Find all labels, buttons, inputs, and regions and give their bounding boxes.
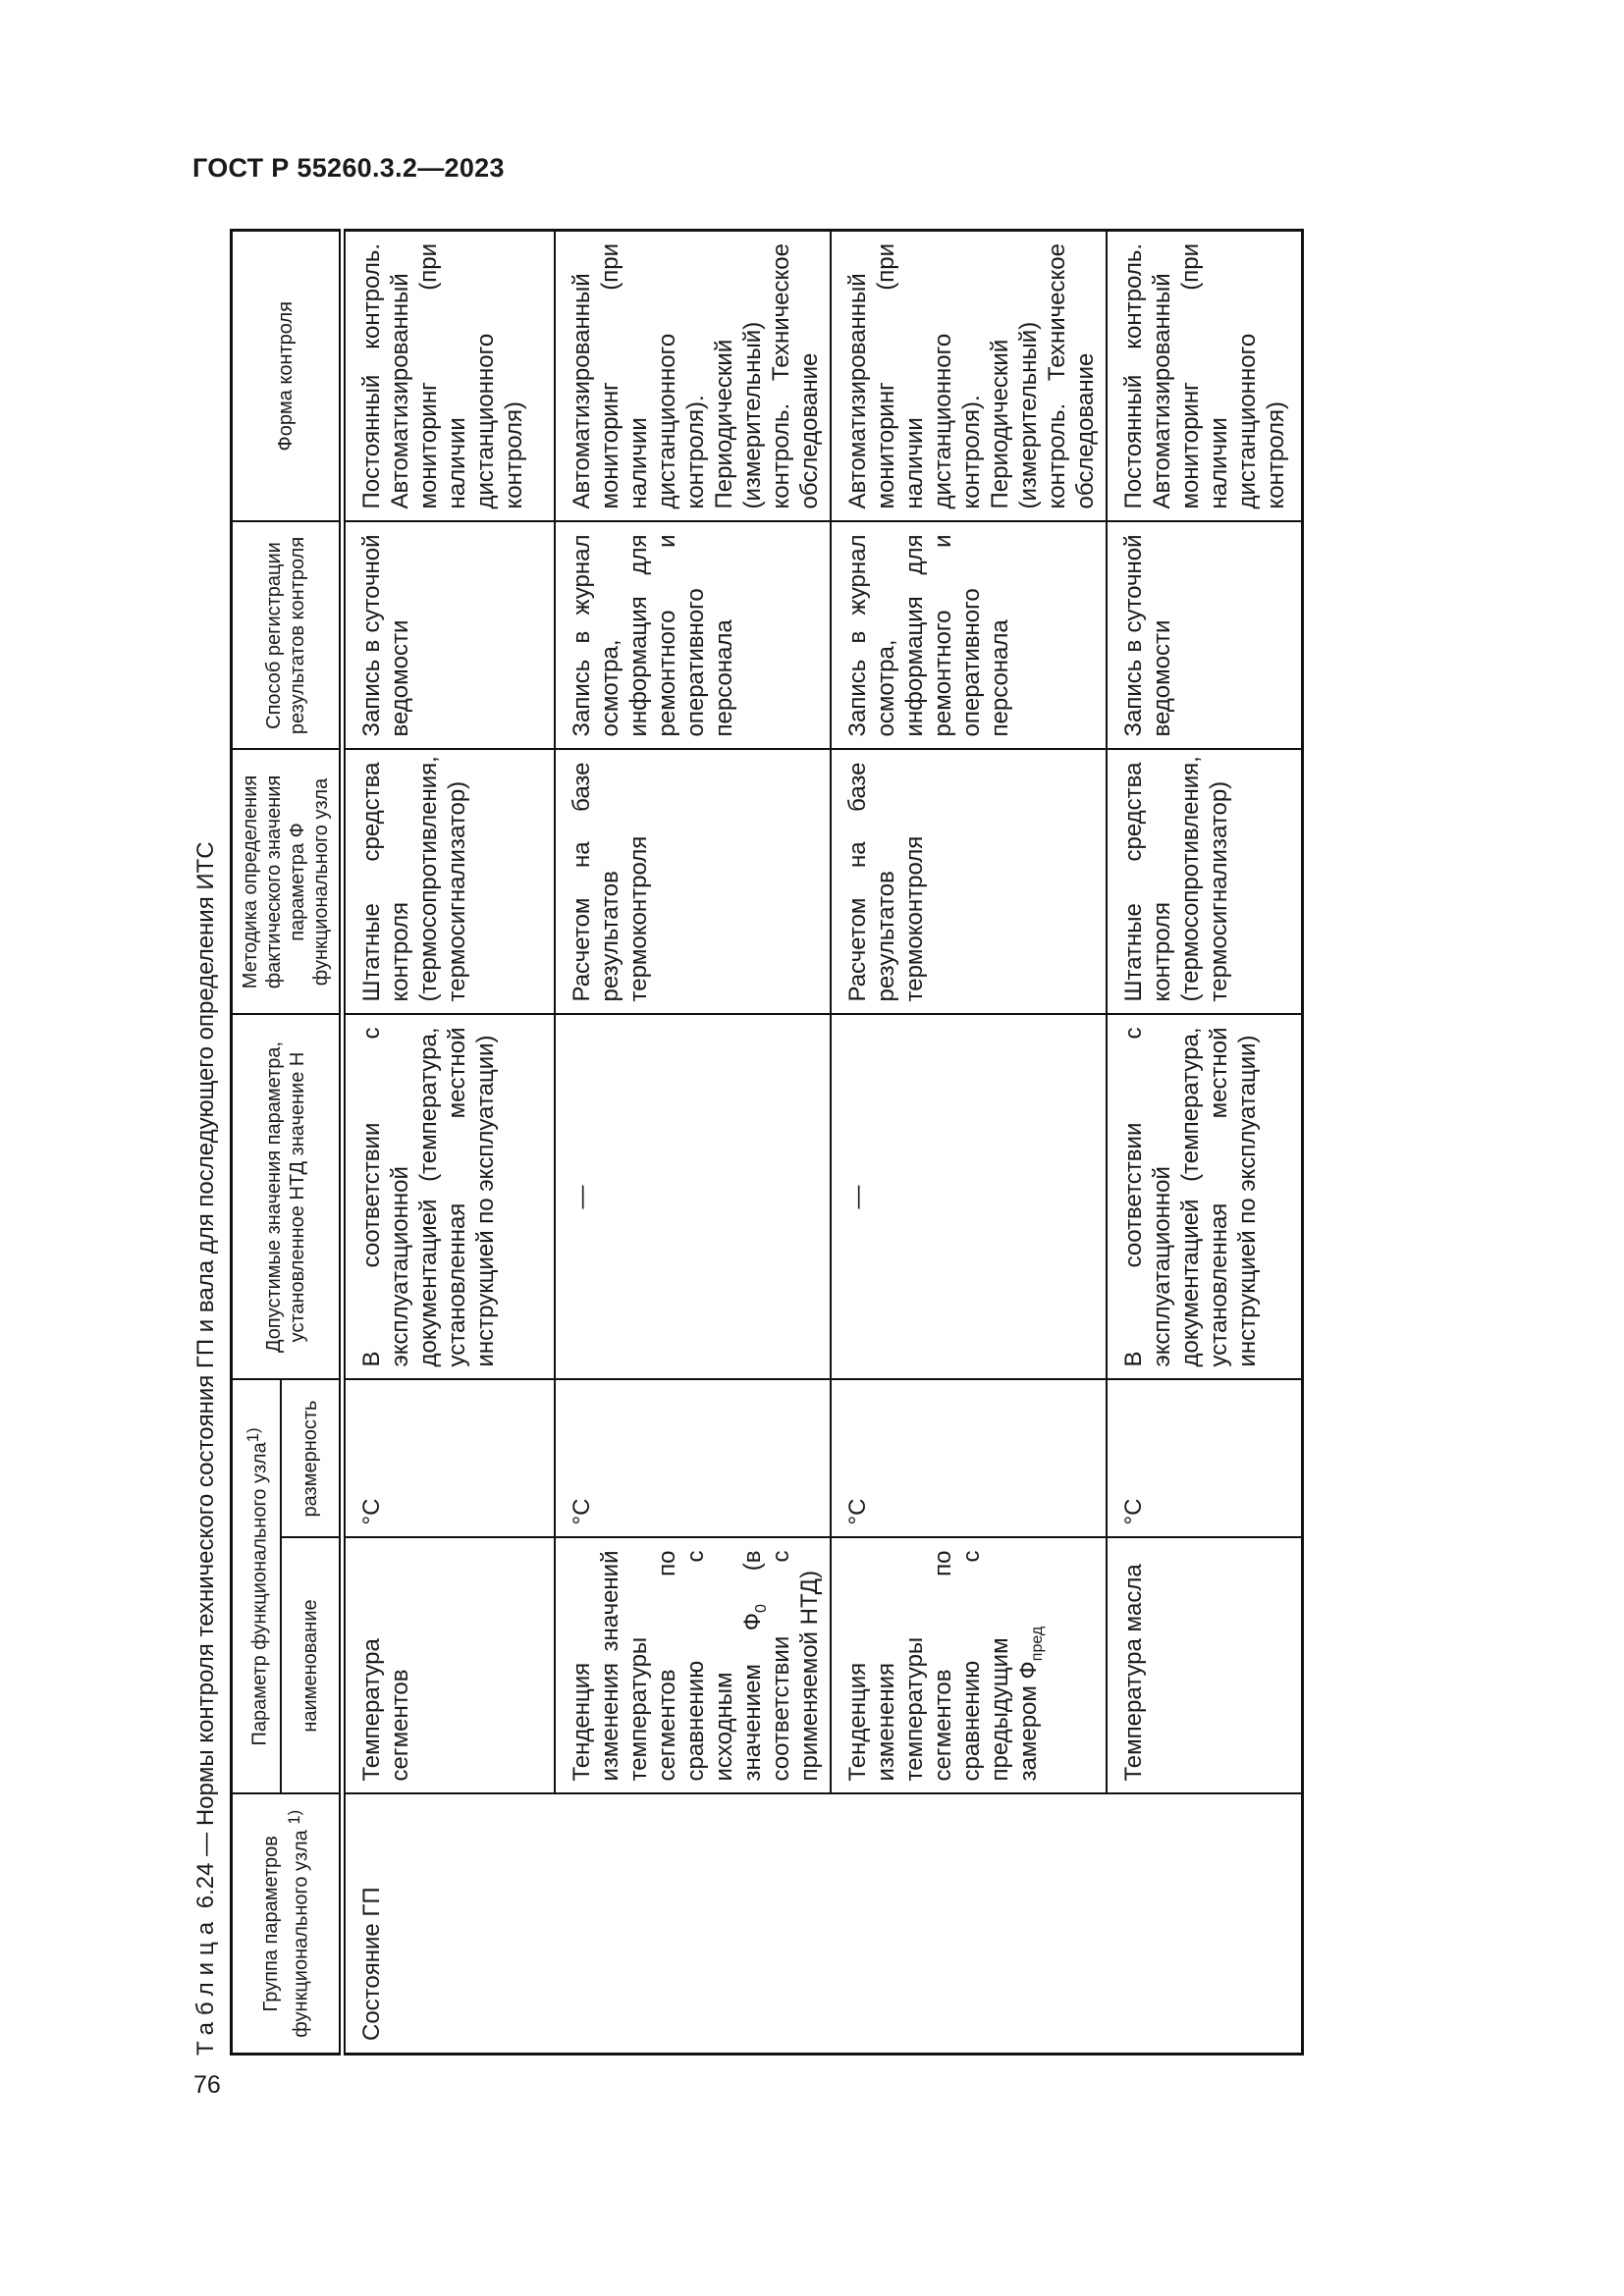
table-row: [555, 231, 831, 2055]
allowed-cell: В соответствии с эксплуатационной документацией (температура, установленная местной инструкцией по эксплуатации): [343, 1015, 555, 1380]
header-param: Параметр функционального узла$^{1)}$: [232, 1380, 282, 1794]
method-cell: Штатные средства контроля (термосопротивления, термосигнализатор): [343, 750, 555, 1015]
page-number: 76: [193, 2071, 221, 2099]
form-cell: Постоянный контроль. Автоматизированный мониторинг (при наличии дистанционного контроля): [343, 231, 555, 522]
table-row: [831, 231, 1107, 2055]
header-name: наименование: [281, 1538, 342, 1794]
group-cell: Состояние ГП: [343, 1794, 1303, 2055]
header-allowed: Допустимые значения параметра, установленное НТД значение Н: [232, 1015, 343, 1380]
name-cell: Температура сегментов: [343, 1538, 555, 1794]
table-row: [1107, 231, 1303, 2055]
control-norms-table: [230, 229, 1304, 2056]
registration-cell: Запись в суточной ведомости: [1107, 522, 1303, 750]
header-dimension: размерность: [281, 1380, 342, 1538]
header-group: Группа параметров функционального узла $^{1)}$: [232, 1794, 343, 2055]
dimension-cell: °С: [343, 1380, 555, 1538]
header-form: Форма контроля: [232, 231, 343, 522]
method-cell: Расчетом на базе результатов термоконтроля: [831, 750, 1107, 1015]
allowed-cell: —: [555, 1015, 831, 1380]
dimension-cell: °С: [831, 1380, 1107, 1538]
header-registration: Способ регистрации результатов контроля: [232, 522, 343, 750]
table-caption: [187, 841, 230, 2056]
dimension-cell: °С: [1107, 1380, 1303, 1538]
caption-text: 6.24 — Нормы контроля технического состояния ГП и вала для последующего определения ИТС: [192, 841, 219, 1915]
method-cell: Расчетом на базе результатов термоконтроля: [555, 750, 831, 1015]
document-header: ГОСТ Р 55260.3.2—2023: [192, 153, 505, 183]
form-cell: Постоянный контроль. Автоматизированный мониторинг (при наличии дистанционного контроля): [1107, 231, 1303, 522]
rotated-table-block: [187, 232, 1289, 2056]
allowed-cell: В соответствии с эксплуатационной документацией (температура, установленная местной инструкцией по эксплуатации): [1107, 1015, 1303, 1380]
registration-cell: Запись в суточной ведомости: [343, 522, 555, 750]
caption-label: Таблица: [192, 1914, 219, 2056]
registration-cell: Запись в журнал осмотра, информация для ремонтного и оперативного персонала: [555, 522, 831, 750]
form-cell: Автоматизированный мониторинг (при наличии дистанционного контроля). Периодический (измерительный) контроль. Техническое обследование: [831, 231, 1107, 522]
registration-cell: Запись в журнал осмотра, информация для ремонтного и оперативного персонала: [831, 522, 1107, 750]
form-cell: Автоматизированный мониторинг (при наличии дистанционного контроля). Периодический (измерительный) контроль. Техническое обследование: [555, 231, 831, 522]
method-cell: Штатные средства контроля (термосопротивления, термосигнализатор): [1107, 750, 1303, 1015]
name-cell: Тенденция изменения температуры сегментов по сравнению с предыдущим замером $Ф_{пред}$: [831, 1538, 1107, 1794]
name-cell: Температура масла: [1107, 1538, 1303, 1794]
table-row: [343, 231, 555, 2055]
name-cell: Тенденция изменения значений температуры сегментов по сравнению с исходным значением $Ф_0$ (в соответствии с применяемой НТД): [555, 1538, 831, 1794]
header-method: Методика определения фактического значения параметра Ф функционального узла: [232, 750, 343, 1015]
dimension-cell: °С: [555, 1380, 831, 1538]
allowed-cell: —: [831, 1015, 1107, 1380]
